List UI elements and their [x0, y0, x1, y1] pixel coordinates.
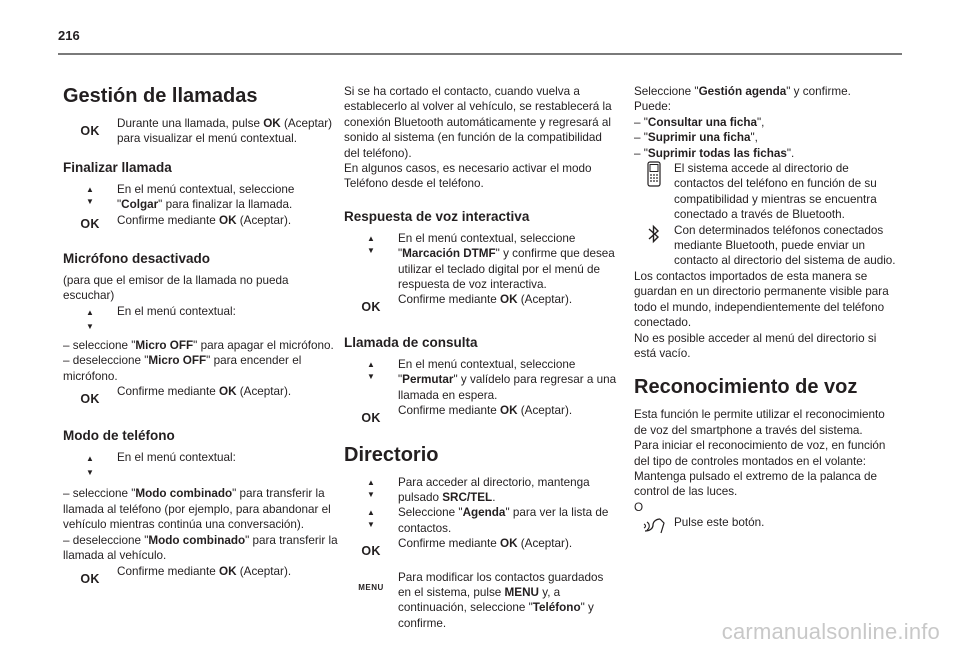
instruction-text: Confirme mediante OK (Aceptar). [398, 404, 573, 418]
ok-icon: OK [80, 392, 100, 407]
up-down-arrows-icon: ▲ ▼ [367, 359, 375, 381]
instruction-text: En el menú contextual: [117, 451, 236, 465]
paragraph: Para iniciar el reconocimiento de voz, en función del tipo de controles montados en el volante: [634, 439, 886, 468]
heading-mic-off: Micrófono desactivado [63, 251, 211, 267]
instruction-text: En el menú contextual, seleccione "Permutar" y valídelo para regresar a una llamada en espera. [398, 357, 617, 402]
list-item: – "Suprimir una ficha", [634, 130, 899, 145]
mobile-phone-icon [634, 161, 674, 187]
paragraph: En algunos casos, es necesario activar el modo Teléfono desde el teléfono. [344, 162, 592, 191]
instruction-text: Confirme mediante OK (Aceptar). [117, 213, 292, 227]
arrows-instruction [344, 231, 618, 293]
instruction-text: Confirme mediante OK (Aceptar). [117, 385, 292, 399]
menu-instruction [344, 570, 618, 632]
ok-icon: OK [80, 216, 100, 231]
bluetooth-instruction [634, 223, 899, 269]
instruction-text: Para acceder al directorio, mantenga pulsado SRC/TEL. [398, 475, 590, 504]
paragraph: Puede: [634, 100, 672, 114]
paragraph: Seleccione "Gestión agenda" y confirme. [634, 85, 851, 98]
up-down-arrows-icon: ▲ ▼ [367, 508, 375, 530]
instruction-text: Con determinados teléfonos conectados mediante Bluetooth, puede enviar un contacto al directorio del sistema de audio. [674, 223, 896, 268]
list-item: – deseleccione "Modo combinado" para transferir la llamada al vehículo. [63, 533, 341, 564]
list-item: – seleccione "Micro OFF" para apagar el micrófono. [63, 338, 341, 353]
list-item: – deseleccione "Micro OFF" para encender el micrófono. [63, 353, 341, 384]
arrows-instruction [63, 182, 341, 213]
ok-icon: OK [361, 300, 381, 315]
arrows-instruction [344, 505, 618, 536]
ok-instruction [344, 292, 618, 315]
bluetooth-icon [634, 223, 674, 245]
ok-instruction [63, 213, 341, 232]
list-item: – seleccione "Modo combinado" para transferir la llamada al teléfono (por ejemplo, para abandonar el vehículo mientras continúa una conversación). [63, 486, 341, 532]
ok-instruction [63, 116, 341, 147]
paragraph: Esta función le permite utilizar el reconocimiento de voz del smartphone a través del sistema. [634, 408, 885, 437]
section-title-call-management: Gestión de llamadas [63, 85, 258, 107]
column-3 [634, 84, 899, 535]
ok-instruction [63, 384, 341, 407]
ok-instruction [63, 564, 341, 587]
instruction-text: Confirme mediante OK (Aceptar). [117, 564, 292, 578]
paragraph: Los contactos importados de esta manera se guardan en un directorio permanente visible para todo el mundo, independientemente del teléfono conectado. [634, 269, 889, 330]
heading-end-call: Finalizar llamada [63, 159, 172, 175]
header-rule [58, 53, 902, 55]
instruction-text: En el menú contextual, seleccione "Colgar" para finalizar la llamada. [117, 182, 295, 212]
section-title-directory: Directorio [344, 443, 439, 466]
paragraph: Si se ha cortado el contacto, cuando vuelva a establecerlo al volver al vehículo, se restablecerá la conexión Bluetooth automáticamente y regresará al sonido al sistema (en función de la compatibilidad del teléfono). [344, 85, 612, 160]
instruction-text: Durante una llamada, pulse OK (Aceptar) para visualizar el menú contextual. [117, 117, 333, 146]
watermark: carmanualsonline.info [721, 618, 940, 644]
up-down-arrows-icon: ▲ ▼ [367, 477, 375, 499]
column-1 [63, 78, 341, 587]
column-2 [344, 84, 618, 631]
instruction-text: Pulse este botón. [674, 516, 765, 530]
list-item: – "Suprimir todas las fichas". [634, 146, 899, 161]
heading-consult-call: Llamada de consulta [344, 334, 478, 350]
arrows-instruction [344, 357, 618, 403]
paragraph: Mantenga pulsado el extremo de la palanca de control de las luces. [634, 469, 878, 499]
arrows-instruction [63, 304, 341, 334]
up-down-arrows-icon: ▲ ▼ [367, 233, 375, 255]
instruction-text: Confirme mediante OK (Aceptar). [398, 537, 573, 551]
paragraph: No es posible acceder al menú del directorio si está vacío. [634, 331, 877, 360]
paragraph: O [634, 500, 644, 514]
ok-icon: OK [361, 544, 381, 559]
heading-ivr: Respuesta de voz interactiva [344, 208, 530, 224]
ok-icon: OK [80, 571, 100, 586]
ok-instruction [344, 536, 618, 559]
instruction-text: Para modificar los contactos guardados en el sistema, pulse MENU y, a continuación, seleccione "Teléfono" y confirme. [398, 570, 604, 630]
phone-instruction [634, 161, 899, 223]
instruction-text: En el menú contextual, seleccione "Marcación DTMF" y confirme que desea utilizar el teclado digital por el menú de respuesta de voz interactiva. [398, 231, 615, 292]
instruction-text: En el menú contextual: [117, 304, 236, 318]
section-title-voice-recognition: Reconocimiento de voz [634, 376, 858, 399]
up-down-arrows-icon: ▲ ▼ [86, 454, 94, 478]
instruction-text: El sistema accede al directorio de contactos del teléfono en función de su compatibilidad y mientras se encuentra conectado a través de Bluetooth. [674, 162, 877, 222]
arrows-instruction [63, 450, 341, 480]
instruction-text: Seleccione "Agenda" para ver la lista de contactos. [398, 506, 609, 535]
page-number: 216 [58, 28, 80, 43]
voice-command-icon [634, 515, 674, 535]
list-item: – "Consultar una ficha", [634, 115, 899, 130]
voice-button-instruction [634, 515, 899, 535]
menu-icon: MENU [358, 582, 384, 592]
ok-instruction [344, 403, 618, 426]
ok-icon: OK [361, 411, 381, 426]
paragraph: (para que el emisor de la llamada no pueda escuchar) [63, 274, 289, 303]
arrows-instruction [344, 475, 618, 506]
up-down-arrows-icon: ▲ ▼ [86, 184, 94, 206]
instruction-text: Confirme mediante OK (Aceptar). [398, 293, 573, 307]
ok-icon: OK [80, 124, 100, 138]
heading-phone-mode: Modo de teléfono [63, 428, 175, 444]
up-down-arrows-icon: ▲ ▼ [86, 307, 94, 331]
